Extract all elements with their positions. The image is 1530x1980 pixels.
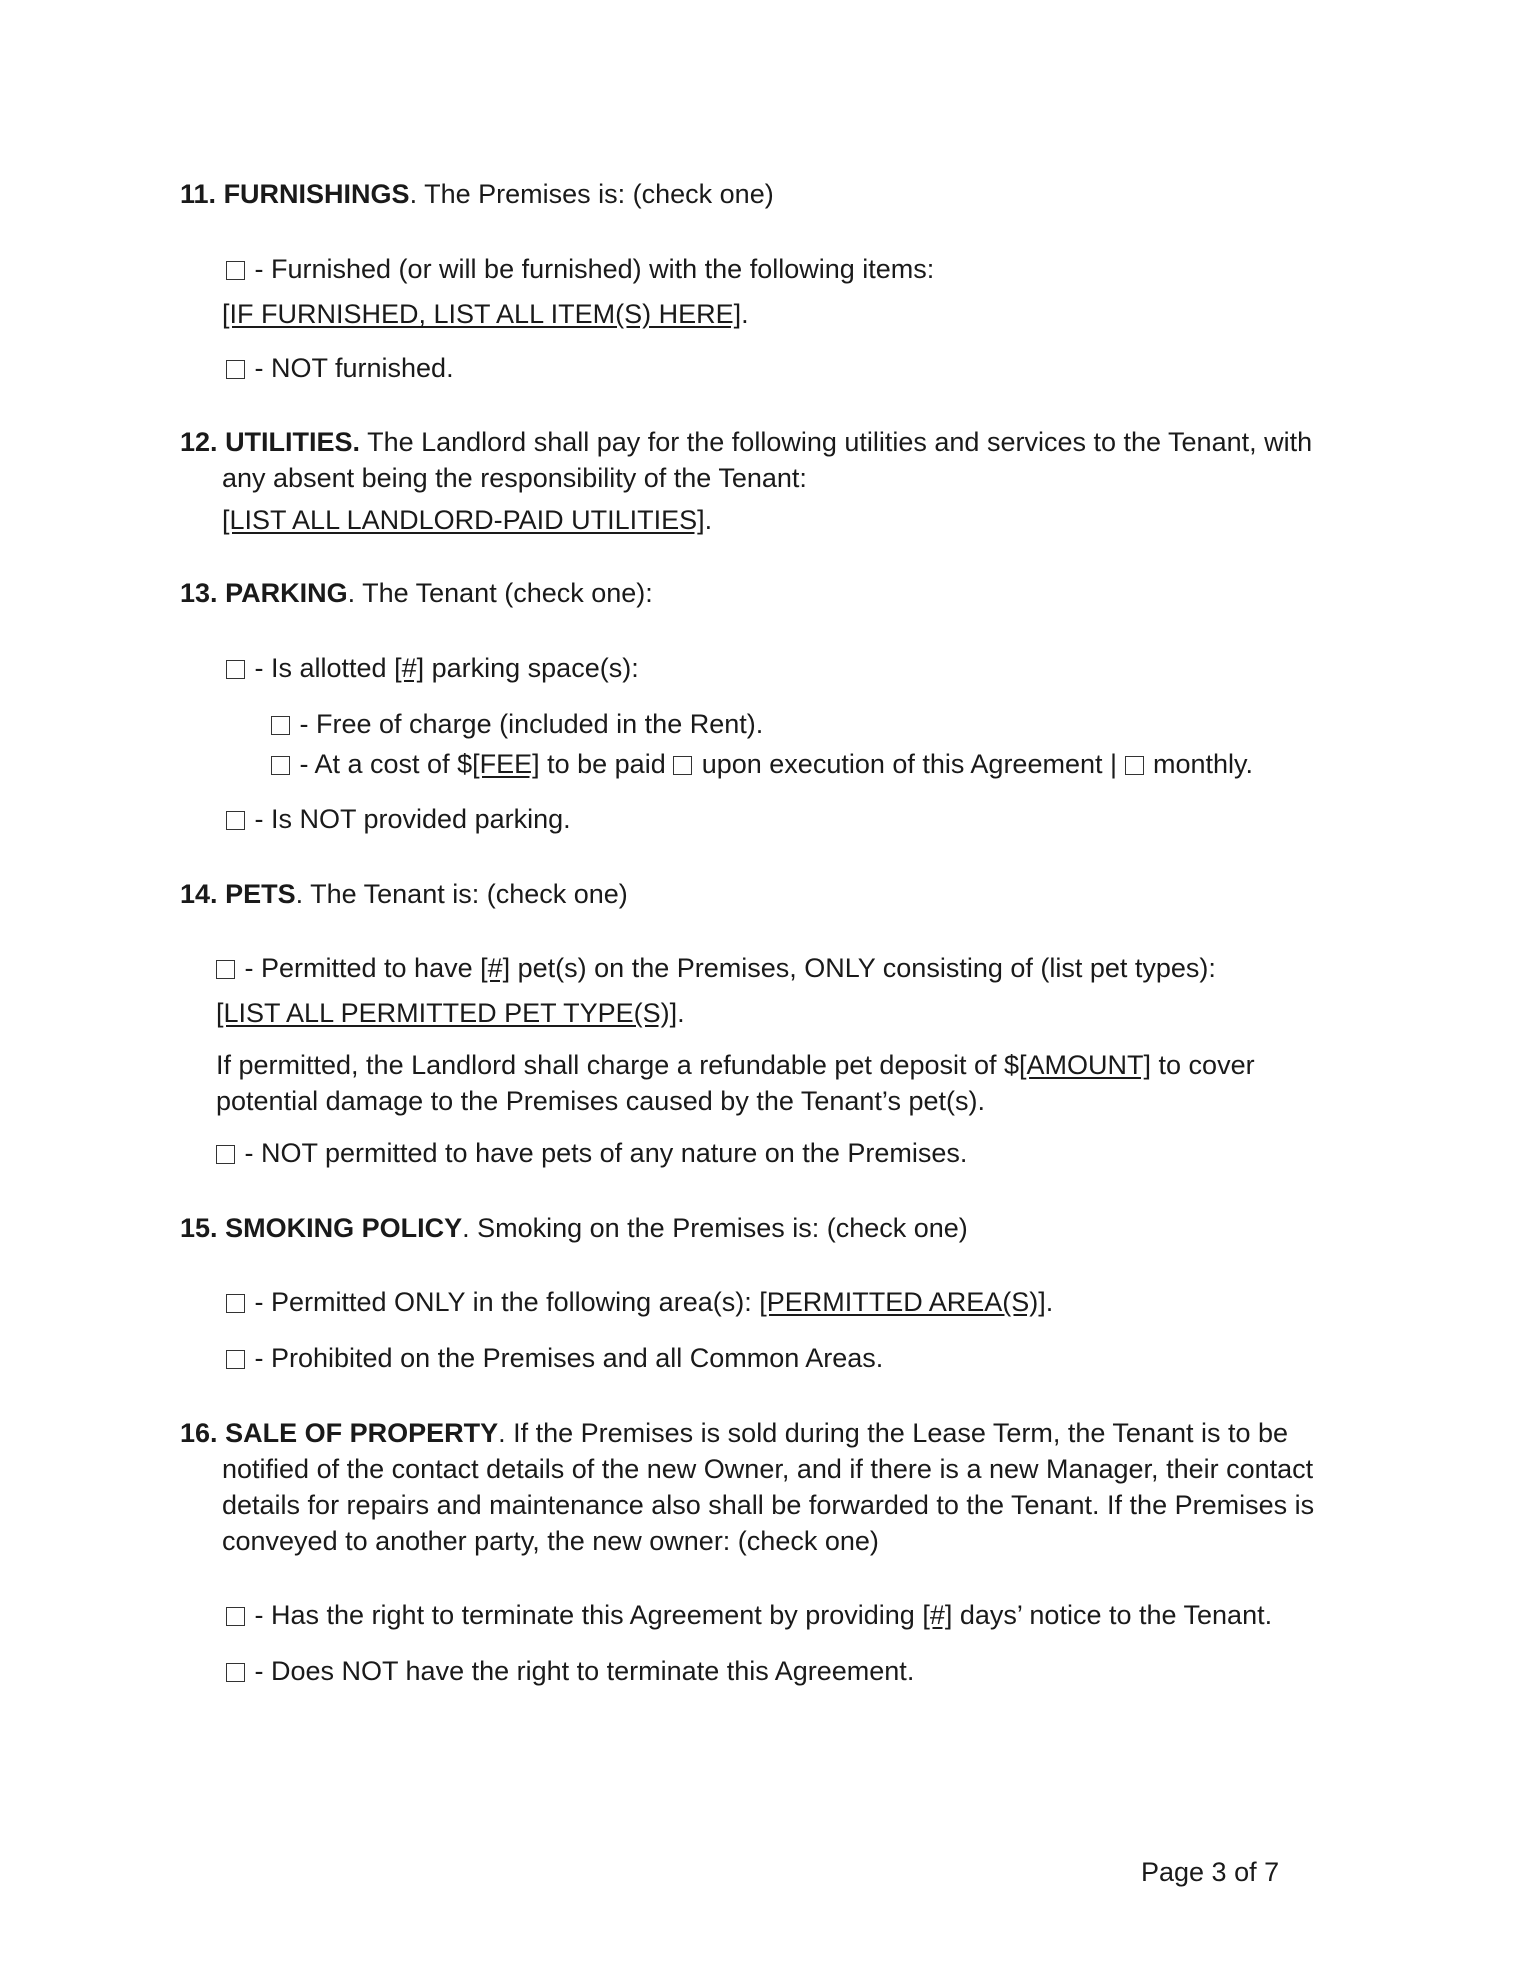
- pet-deposit-line2: [216, 1083, 985, 1119]
- section-title: UTILITIES.: [225, 427, 361, 457]
- pet-types-placeholder: [216, 995, 685, 1031]
- section-title: FURNISHINGS: [223, 179, 410, 209]
- parking-free-checkbox[interactable]: [271, 716, 290, 735]
- placeholder-field[interactable]: [LIST ALL LANDLORD-PAID UTILITIES]: [222, 505, 705, 535]
- utilities-placeholder: [222, 502, 712, 538]
- option-text: - At a cost of $: [292, 749, 473, 779]
- not-furnished-option: [226, 350, 454, 386]
- punctuation: .: [677, 998, 685, 1028]
- section-text: any absent being the responsibility of the Tenant:: [222, 463, 807, 493]
- option-text: - Has the right to terminate this Agreement by providing: [247, 1600, 923, 1630]
- section-number: 11.: [180, 179, 217, 209]
- section-title: PETS: [225, 879, 296, 909]
- furnished-items-placeholder: [222, 296, 749, 332]
- option-text: - Permitted ONLY in the following area(s):: [247, 1287, 760, 1317]
- section-title: PARKING: [225, 578, 348, 608]
- punctuation: .: [1045, 1287, 1054, 1317]
- pet-deposit-line1: [216, 1047, 1255, 1083]
- placeholder-field[interactable]: [#]: [394, 653, 425, 683]
- section-text: to cover: [1151, 1050, 1255, 1080]
- smoking-permitted-checkbox[interactable]: [226, 1294, 245, 1313]
- section-15-heading: [180, 1210, 968, 1246]
- parking-cost-checkbox[interactable]: [271, 756, 290, 775]
- no-terminate-right-checkbox[interactable]: [226, 1663, 245, 1682]
- placeholder-field[interactable]: [AMOUNT]: [1019, 1050, 1152, 1080]
- placeholder-field[interactable]: [#]: [480, 953, 511, 983]
- placeholder-field[interactable]: [PERMITTED AREA(S)]: [759, 1287, 1046, 1317]
- section-text: details for repairs and maintenance also shall be forwarded to the Tenant. If the Premises is: [222, 1490, 1315, 1520]
- option-text: upon execution of this Agreement |: [694, 749, 1125, 779]
- section-intro: . The Tenant (check one):: [347, 578, 653, 608]
- section-14-heading: [180, 876, 628, 912]
- pets-not-permitted-option: [216, 1135, 967, 1171]
- option-text: - Free of charge (included in the Rent).: [292, 709, 764, 739]
- smoking-prohibited-checkbox[interactable]: [226, 1350, 245, 1369]
- section-13-heading: [180, 575, 653, 611]
- section-text: potential damage to the Premises caused by the Tenant’s pet(s).: [216, 1086, 985, 1116]
- section-16-line3: [222, 1487, 1314, 1523]
- pay-upon-execution-checkbox[interactable]: [673, 756, 692, 775]
- pay-monthly-checkbox[interactable]: [1125, 756, 1144, 775]
- furnished-option: [226, 251, 934, 287]
- section-intro: . The Premises is: (check one): [409, 179, 774, 209]
- section-number: 15.: [180, 1213, 218, 1243]
- option-text: monthly.: [1145, 749, 1254, 779]
- pets-permitted-option: [216, 950, 1216, 986]
- section-intro: . Smoking on the Premises is: (check one): [462, 1213, 968, 1243]
- pets-permitted-checkbox[interactable]: [216, 960, 235, 979]
- section-16-line4: [222, 1523, 879, 1559]
- punctuation: .: [704, 505, 713, 535]
- section-number: 12.: [180, 427, 218, 457]
- option-text: days’ notice to the Tenant.: [952, 1600, 1273, 1630]
- option-text: pet(s) on the Premises, ONLY consisting of (list pet types):: [510, 953, 1216, 983]
- punctuation: .: [741, 299, 749, 329]
- section-text: If permitted, the Landlord shall charge a refundable pet deposit of $: [216, 1050, 1020, 1080]
- option-text: - Is NOT provided parking.: [247, 804, 571, 834]
- no-terminate-right-option: [226, 1653, 914, 1689]
- section-text: notified of the contact details of the new Owner, and if there is a new Manager, their contact: [222, 1454, 1314, 1484]
- section-title: SMOKING POLICY: [225, 1213, 463, 1243]
- placeholder-field[interactable]: [LIST ALL PERMITTED PET TYPE(S)]: [216, 998, 678, 1028]
- section-title: SALE OF PROPERTY: [225, 1418, 499, 1448]
- section-number: 13.: [180, 578, 218, 608]
- placeholder-field[interactable]: [FEE]: [472, 749, 540, 779]
- section-16-line2: [222, 1451, 1313, 1487]
- option-text: - Furnished (or will be furnished) with the following items:: [247, 254, 935, 284]
- section-text: . If the Premises is sold during the Lease Term, the Tenant is to be: [498, 1418, 1289, 1448]
- section-text: conveyed to another party, the new owner: (check one): [222, 1526, 879, 1556]
- terminate-right-option: [226, 1597, 1272, 1633]
- placeholder-field[interactable]: [#]: [922, 1600, 953, 1630]
- terminate-right-checkbox[interactable]: [226, 1607, 245, 1626]
- section-number: 14.: [180, 879, 218, 909]
- section-text: The Landlord shall pay for the following utilities and services to the Tenant, with: [360, 427, 1313, 457]
- parking-cost-option: [271, 746, 1253, 782]
- section-intro: . The Tenant is: (check one): [295, 879, 628, 909]
- section-12-heading: [180, 424, 1312, 460]
- parking-allotted-option: [226, 650, 639, 686]
- page-number: Page 3 of 7: [1141, 1857, 1280, 1887]
- option-text: - Does NOT have the right to terminate this Agreement.: [247, 1656, 915, 1686]
- option-text: - NOT permitted to have pets of any nature on the Premises.: [237, 1138, 968, 1168]
- smoking-permitted-option: [226, 1284, 1053, 1320]
- section-11-heading: [180, 176, 774, 212]
- section-12-line2: [222, 460, 807, 496]
- parking-not-provided-checkbox[interactable]: [226, 811, 245, 830]
- section-number: 16.: [180, 1418, 218, 1448]
- furnished-checkbox[interactable]: [226, 261, 245, 280]
- option-text: - Permitted to have: [237, 953, 481, 983]
- option-text: - Prohibited on the Premises and all Common Areas.: [247, 1343, 884, 1373]
- not-furnished-checkbox[interactable]: [226, 360, 245, 379]
- pets-not-permitted-checkbox[interactable]: [216, 1145, 235, 1164]
- section-16-heading: [180, 1415, 1288, 1451]
- smoking-prohibited-option: [226, 1340, 883, 1376]
- option-text: - Is allotted: [247, 653, 395, 683]
- parking-allotted-checkbox[interactable]: [226, 660, 245, 679]
- option-text: - NOT furnished.: [247, 353, 454, 383]
- placeholder-field[interactable]: [IF FURNISHED, LIST ALL ITEM(S) HERE]: [222, 299, 742, 329]
- parking-not-provided-option: [226, 801, 571, 837]
- option-text: to be paid: [539, 749, 674, 779]
- parking-free-option: [271, 706, 763, 742]
- option-text: parking space(s):: [424, 653, 639, 683]
